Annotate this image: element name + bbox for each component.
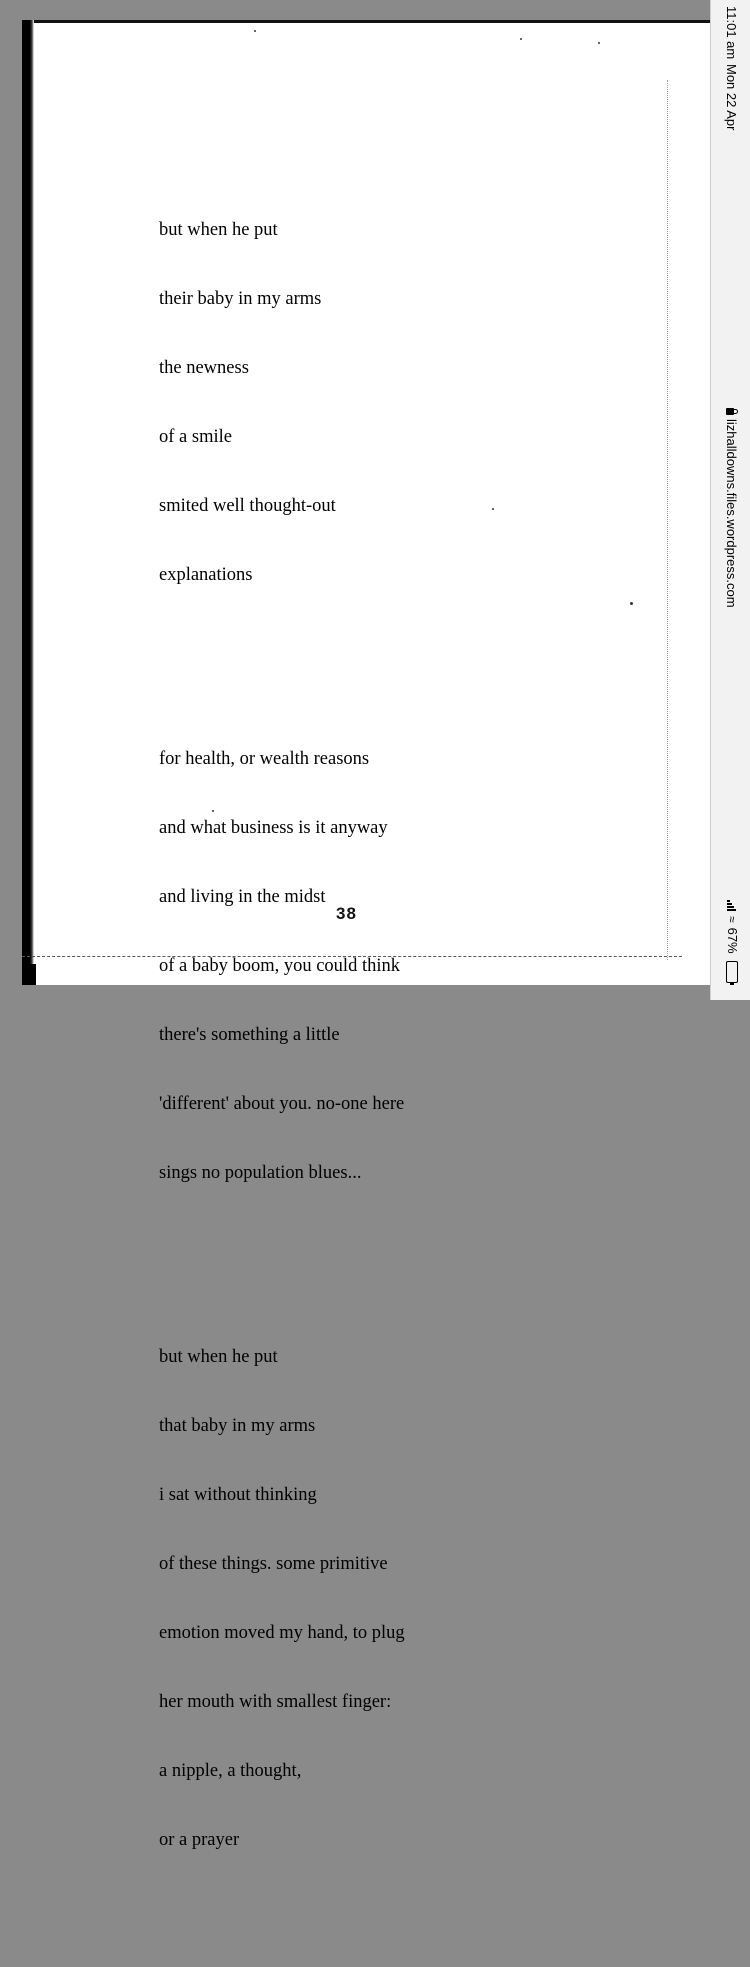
poem-line: of a baby boom, you could think xyxy=(159,956,400,976)
poem-stanza xyxy=(159,1300,405,1898)
poem-line: i sat without thinking xyxy=(159,1485,317,1505)
page-top-edge xyxy=(22,20,710,23)
poem-stanza xyxy=(159,702,405,1231)
battery-icon xyxy=(727,961,739,983)
status-indicators xyxy=(725,900,740,983)
poem-line: for health, or wealth reasons xyxy=(159,749,370,769)
poem-stanza xyxy=(159,173,405,633)
poem-line: there's something a little xyxy=(159,1025,340,1045)
lock-icon xyxy=(727,408,735,415)
poem-line: of these things. some primitive xyxy=(159,1554,388,1574)
scan-line xyxy=(667,80,668,960)
wifi-icon: ≈ xyxy=(725,916,740,923)
status-bar-content xyxy=(711,0,750,1000)
status-bar xyxy=(710,0,750,1000)
scan-speck xyxy=(630,602,633,605)
scanned-page xyxy=(22,20,710,1850)
poem-line: but when he put xyxy=(159,220,278,240)
scan-speck xyxy=(492,508,494,510)
poem-line: explanations xyxy=(159,565,253,585)
scan-speck xyxy=(520,38,522,40)
scan-speck xyxy=(254,30,256,32)
poem-line: a nipple, a thought, xyxy=(159,1761,302,1781)
poem-line: her mouth with smallest finger: xyxy=(159,1692,392,1712)
url-text: lizhalldowns.files.wordpress.com xyxy=(724,419,739,608)
poem-line: 'different' about you. no-one here xyxy=(159,1094,405,1114)
poem-line: sings no population blues... xyxy=(159,1163,362,1183)
poem-line: the newness xyxy=(159,358,249,378)
scan-shadow xyxy=(22,964,36,985)
status-date: Mon 22 Apr xyxy=(724,64,739,131)
url-display[interactable] xyxy=(724,408,739,608)
signal-icon xyxy=(728,900,738,911)
battery-percent: 67% xyxy=(725,927,740,954)
poem-line: and what business is it anyway xyxy=(159,818,388,838)
scan-speck xyxy=(598,42,600,44)
page-left-edge xyxy=(22,20,34,985)
status-time: 11:01 am xyxy=(724,6,739,60)
poem-line: that baby in my arms xyxy=(159,1416,316,1436)
page-number: 38 xyxy=(336,904,357,923)
poem-line: and living in the midst xyxy=(159,887,326,907)
poem-line: emotion moved my hand, to plug xyxy=(159,1623,405,1643)
poem-line: of a smile xyxy=(159,427,232,447)
poem-text xyxy=(159,127,405,1967)
poem-line: but when he put xyxy=(159,1347,278,1367)
poem-line: their baby in my arms xyxy=(159,289,322,309)
poem-line: smited well thought-out xyxy=(159,496,336,516)
poem-line: or a prayer xyxy=(159,1830,240,1850)
